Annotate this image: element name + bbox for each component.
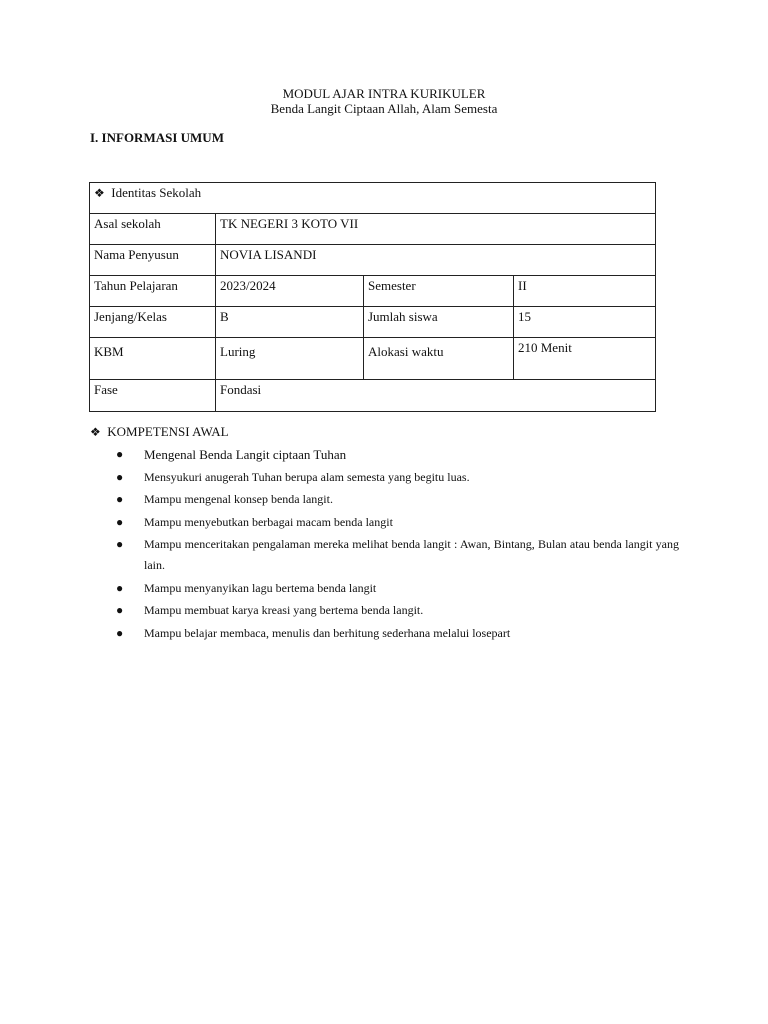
fase-value: Fondasi [216, 380, 656, 412]
identity-heading: Identitas Sekolah [111, 185, 202, 200]
list-item-text: Mampu menceritakan pengalaman mereka melihat benda langit : Awan, Bintang, Bulan atau benda langit yang lain. [144, 537, 679, 572]
document-title: MODUL AJAR INTRA KURIKULER [282, 86, 486, 101]
bullet-dot-icon: ● [116, 580, 124, 595]
list-item [113, 512, 679, 533]
kompetensi-heading [90, 424, 229, 440]
document-subtitle: Benda Langit Ciptaan Allah, Alam Semesta [270, 101, 498, 116]
table-row [90, 307, 656, 338]
table-row [90, 338, 656, 380]
asal-sekolah-value: TK NEGERI 3 KOTO VII [216, 214, 656, 245]
diamond-bullet-icon: ❖ [94, 186, 105, 200]
list-item-text: Mengenal Benda Langit ciptaan Tuhan [144, 447, 347, 462]
tahun-pelajaran-value: 2023/2024 [216, 276, 364, 307]
bullet-dot-icon: ● [116, 514, 124, 529]
fase-label: Fase [90, 380, 216, 412]
kbm-label: KBM [90, 338, 216, 380]
bullet-dot-icon: ● [116, 492, 124, 506]
semester-value: II [514, 276, 656, 307]
bullet-dot-icon: ● [116, 469, 124, 484]
list-item-text: Mampu belajar membaca, menulis dan berhitung sederhana melalui losepart [144, 625, 511, 640]
jenjang-kelas-value: B [216, 307, 364, 338]
kbm-value: Luring [216, 338, 364, 380]
bullet-dot-icon: ● [116, 603, 124, 617]
alokasi-waktu-label: Alokasi waktu [364, 338, 514, 380]
nama-penyusun-value: NOVIA LISANDI [216, 245, 656, 276]
section-heading-informasi-umum: I. INFORMASI UMUM [90, 130, 224, 145]
jenjang-kelas-label: Jenjang/Kelas [90, 307, 216, 338]
identity-heading-cell [90, 183, 656, 214]
kompetensi-list [113, 444, 679, 645]
table-row [90, 214, 656, 245]
alokasi-waktu-value: 210 Menit [514, 338, 656, 380]
table-row [90, 380, 656, 412]
diamond-bullet-icon: ❖ [90, 425, 101, 439]
table-row [90, 245, 656, 276]
tahun-pelajaran-label: Tahun Pelajaran [90, 276, 216, 307]
bullet-dot-icon: ● [116, 537, 124, 551]
bullet-dot-icon: ● [116, 447, 124, 461]
bullet-dot-icon: ● [116, 625, 124, 640]
list-item [113, 623, 679, 644]
list-item-text: Mampu mengenal konsep benda langit. [144, 492, 333, 506]
list-item [113, 600, 679, 621]
nama-penyusun-label: Nama Penyusun [90, 245, 216, 276]
list-item-text: Mampu menyebutkan berbagai macam benda langit [144, 514, 393, 529]
document-header [0, 86, 768, 116]
list-item-text: Mampu menyanyikan lagu bertema benda langit [144, 580, 377, 595]
list-item-text: Mensyukuri anugerah Tuhan berupa alam semesta yang begitu luas. [144, 469, 470, 484]
list-item [113, 467, 679, 488]
asal-sekolah-label: Asal sekolah [90, 214, 216, 245]
list-item [113, 444, 679, 465]
list-item [113, 578, 679, 599]
jumlah-siswa-label: Jumlah siswa [364, 307, 514, 338]
semester-label: Semester [364, 276, 514, 307]
jumlah-siswa-value: 15 [514, 307, 656, 338]
identity-table [89, 182, 656, 412]
list-item-text: Mampu membuat karya kreasi yang bertema benda langit. [144, 603, 424, 617]
table-row [90, 183, 656, 214]
kompetensi-heading-label: KOMPETENSI AWAL [107, 424, 229, 439]
list-item [113, 489, 679, 510]
table-row [90, 276, 656, 307]
list-item [113, 534, 679, 576]
